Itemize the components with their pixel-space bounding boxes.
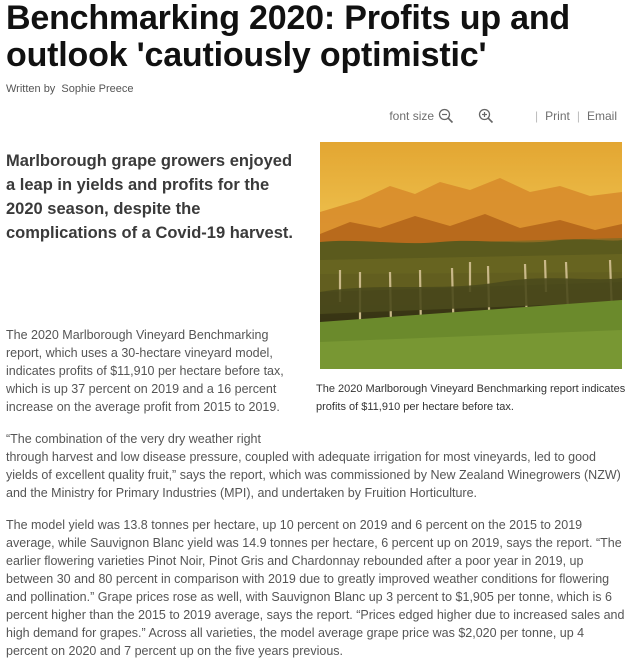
toolbar-separator: | (576, 109, 580, 123)
vineyard-photo (320, 142, 622, 369)
zoom-in-icon[interactable] (478, 108, 494, 124)
zoom-out-icon[interactable] (438, 108, 454, 124)
toolbar-separator: | (535, 109, 539, 123)
paragraph-1-rest: through harvest and low disease pressure, coupled with adequate irrigation for most vineyards, led to good yields of excellent quality fruit,” says the report, which was commissioned by New Zealand Winegrowers (NZW) and the Ministry for Primary Industries (MPI), and undertaken by Fruition Horticulture. (6, 450, 621, 500)
body-paragraph-2: The model yield was 13.8 tonnes per hectare, up 10 percent on 2019 and 6 percent on the 2015 to 2019 average, while Sauvignon Blanc yield was 14.9 tonnes per hectare, 6 percent up on 2019, says the report. “The earlier flowering varieties Pinot Noir, Pinot Gris and Chardonnay rebounded after a poor year in 2019, up between 30 and 80 percent in comparison with 2019 due to greatly improved weather conditions for flowering and pollination.” Grape prices rose as well, with Sauvignon Blanc up 3 percent to $1,905 per tonne, which is 6 percent higher than the 2015 to 2019 average, says the report. “Prices edged higher due to increased sales and high demand for grapes.” Across all varieties, the model average grape price was $2,020 per tonne, up 4 percent on 2020 and 7 percent up on the five years previous. (6, 518, 625, 658)
byline (6, 83, 134, 95)
print-link[interactable]: Print (545, 109, 570, 123)
body-paragraph-1 (6, 430, 626, 502)
byline-label: Written by (6, 83, 56, 95)
author-name: Sophie Preece (61, 83, 134, 95)
email-link[interactable]: Email (586, 109, 617, 123)
photo-caption: The 2020 Marlborough Vineyard Benchmarking report indicates profits of $11,910 per hectare before tax. (316, 383, 626, 413)
article-toolbar (389, 108, 617, 124)
font-size-label: font size (389, 109, 435, 123)
article-lede: Marlborough grape growers enjoyed a leap in yields and profits for the 2020 season, despite the complications of a Covid-19 harvest. (6, 152, 293, 242)
paragraph-1-first-line: “The combination of the very dry weather right (6, 432, 261, 446)
article-title: Benchmarking 2020: Profits up and outlook 'cautiously optimistic' (6, 0, 570, 74)
intro-paragraph: The 2020 Marlborough Vineyard Benchmarking report, which uses a 30-hectare vineyard model, indicates profits of $11,910 per hectare before tax, which is up 37 percent on 2019 and a 16 percent increase on the average profit from 2015 to 2019. (6, 328, 284, 414)
